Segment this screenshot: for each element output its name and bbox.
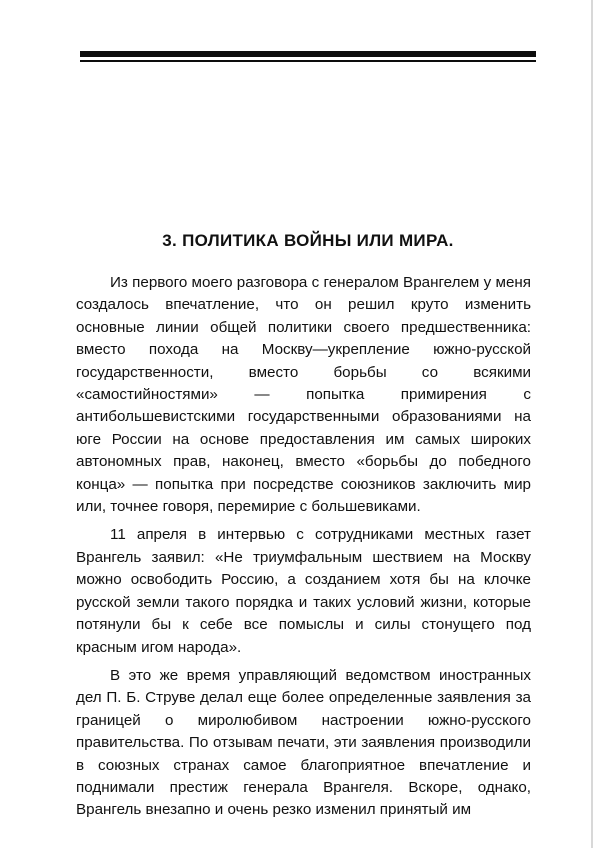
body-text: [76, 272, 531, 828]
header-rule-thin: [80, 60, 536, 62]
page-edge-shadow: [591, 0, 593, 848]
chapter-title: 3. ПОЛИТИКА ВОЙНЫ ИЛИ МИРА.: [162, 231, 454, 250]
paragraph-1: Из первого моего разговора с генералом Врангелем у меня создалось впечатление, что он решил круто изменить основные линии общей политики своего предшественника: вместо похода на Москву—укрепление южно-русской государственности, вместо борьбы со всякими «самостийностями» — попытка примирения с антибольшевистскими государственными образованиями на юге России на основе предоставления им самых широких автономных прав, наконец, вместо «борьбы до победного конца» — попытка при посредстве союзников заключить мир или, точнее говоря, перемирие с большевиками.: [76, 274, 531, 516]
paragraph-2: 11 апреля в интервью с сотрудниками местных газет Врангель заявил: «Не триумфальным шествием на Москву можно освободить Россию, а созданием хотя бы на клочке русской земли такого порядка и таких условий жизни, которые потянули бы к себе все помыслы и силы стонущего под красным игом народа».: [76, 526, 531, 656]
header-rule-thick: [80, 51, 536, 57]
paragraph-3: В это же время управляющий ведомством иностранных дел П. Б. Струве делал еще более определенные заявления за границей о миролюбивом настроении южно-русского правительства. По отзывам печати, эти заявления производили в союзных странах самое благоприятное впечатление и поднимали престиж генерала Врангеля. Вскоре, однако, Врангель внезапно и очень резко изменил принятый им: [76, 666, 531, 819]
